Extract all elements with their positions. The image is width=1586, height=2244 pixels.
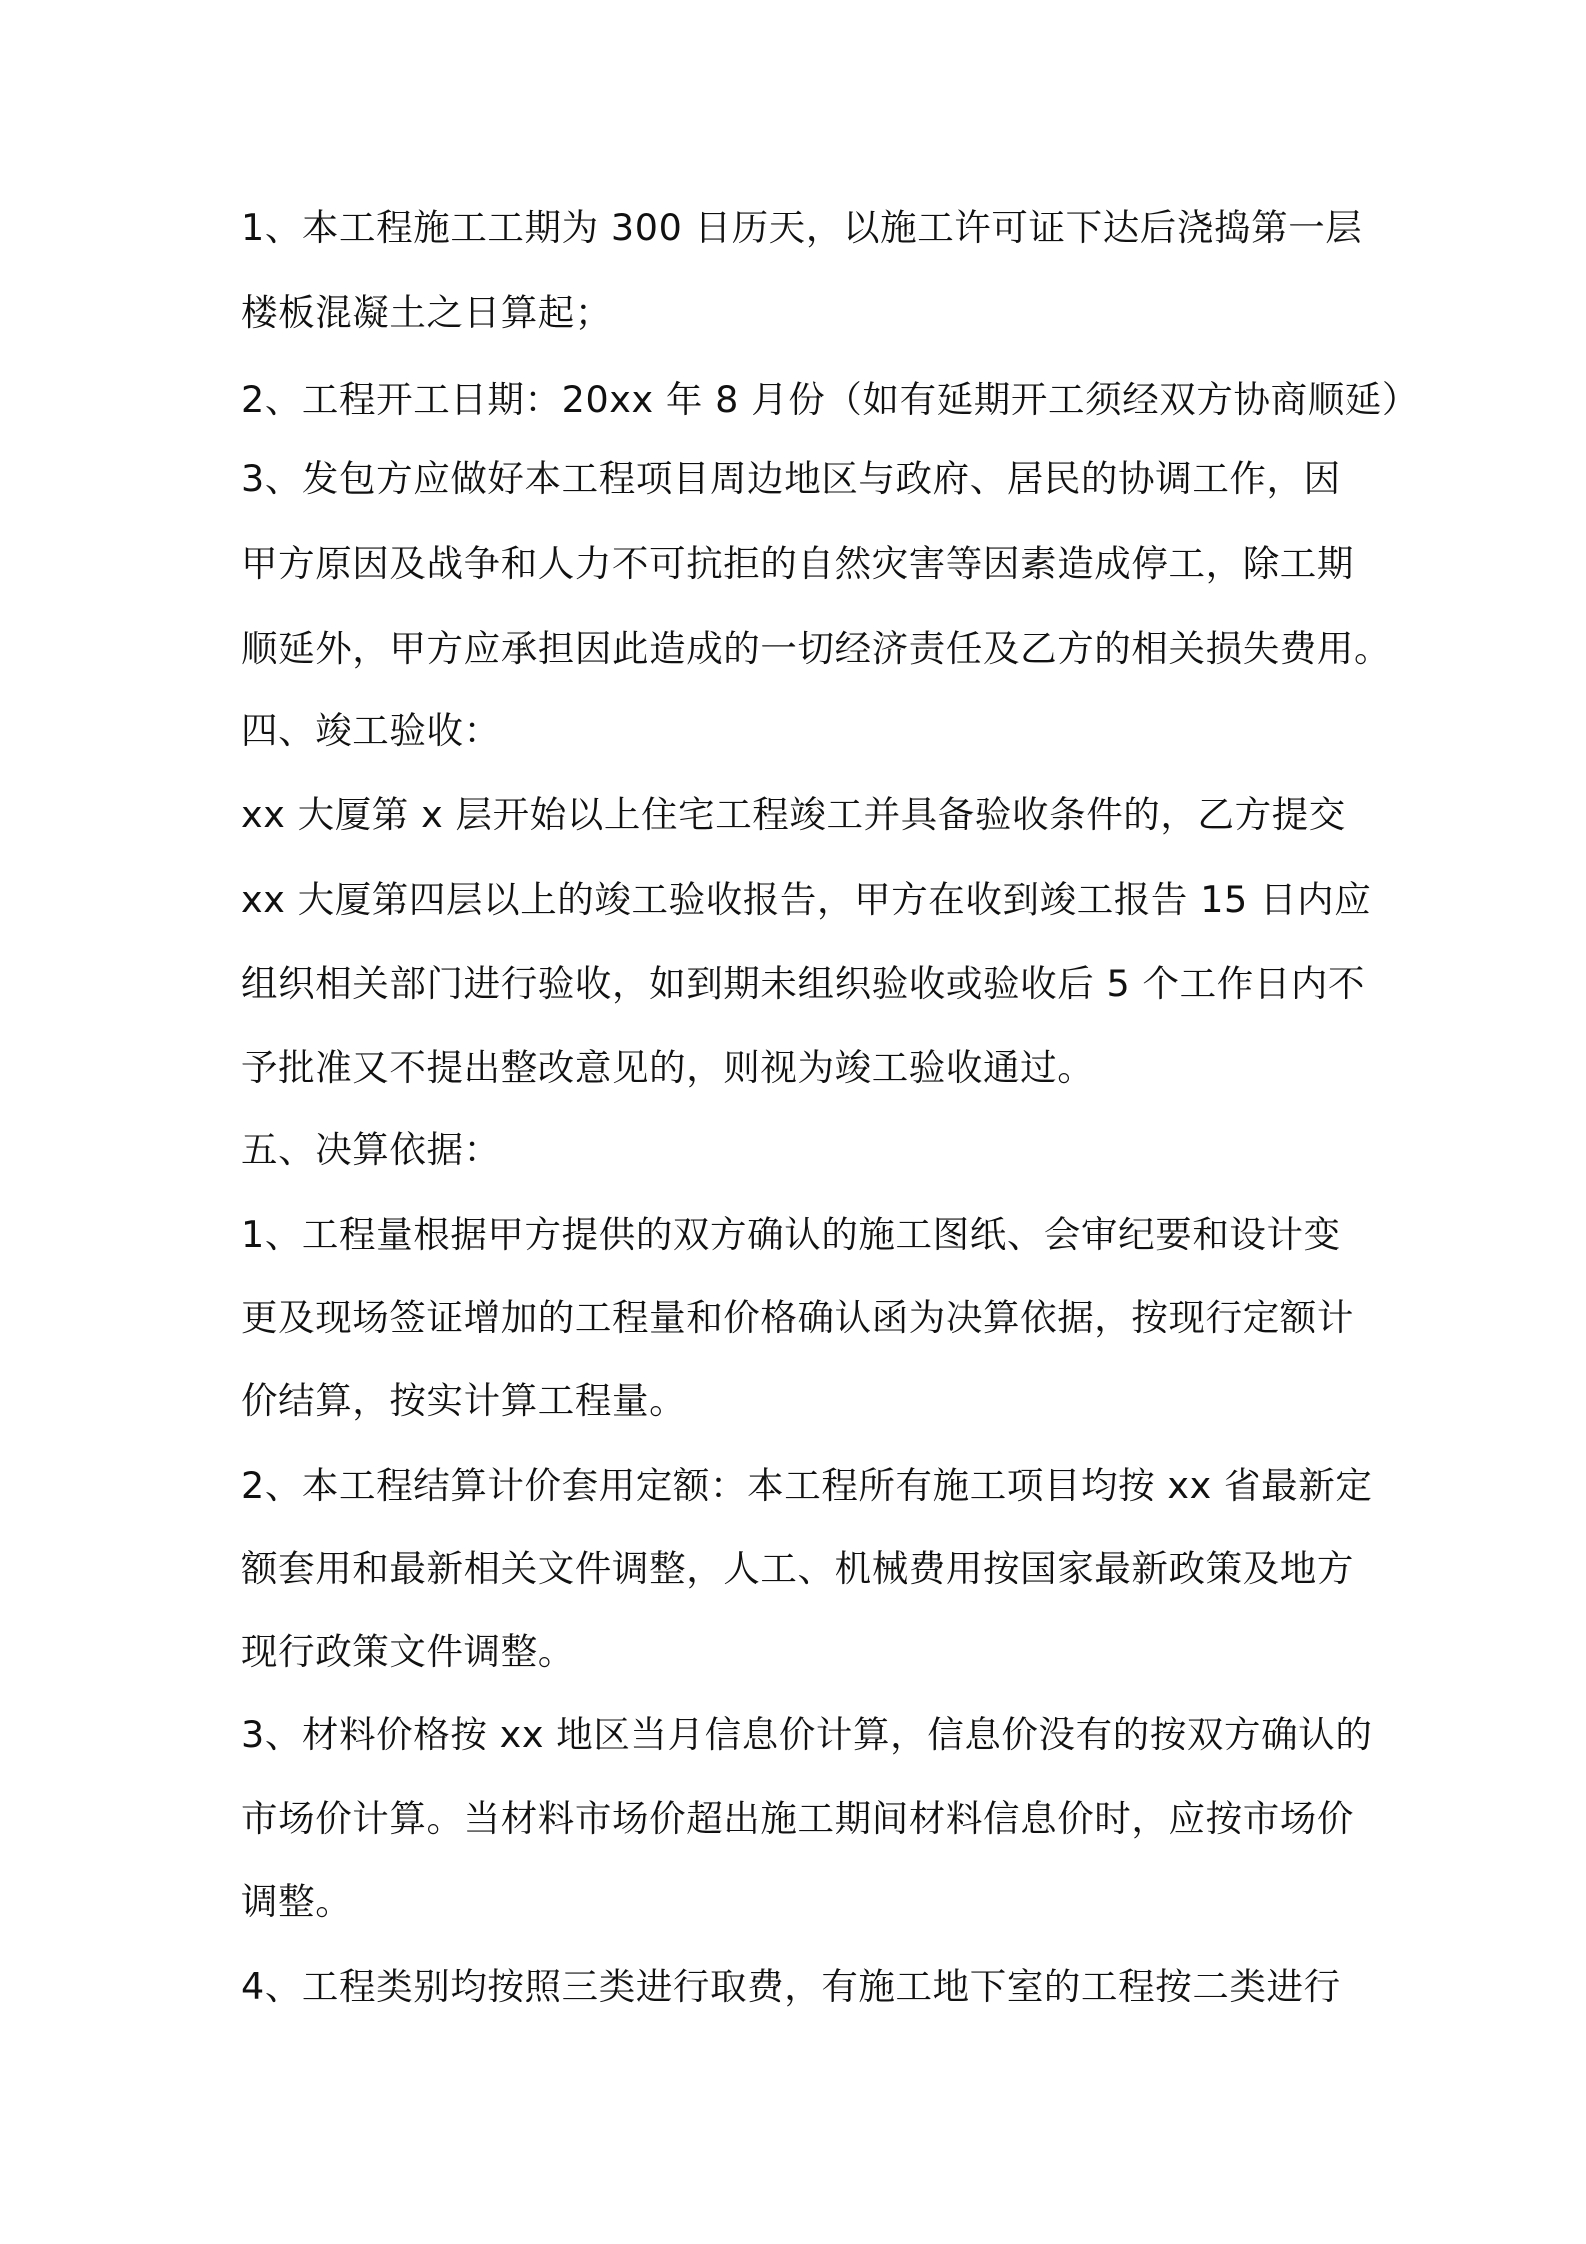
text-line: 楼板混凝土之日算起；: [241, 291, 612, 334]
text-line: 市场价计算。当材料市场价超出施工期间材料信息价时，应按市场价: [241, 1797, 1354, 1840]
text-line: 3、发包方应做好本工程项目周边地区与政府、居民的协调工作，因: [241, 457, 1341, 500]
section-heading: 四、竣工验收：: [241, 709, 501, 752]
text-line: xx 大厦第四层以上的竣工验收报告，甲方在收到竣工报告 15 日内应: [241, 878, 1372, 921]
text-line: 1、工程量根据甲方提供的双方确认的施工图纸、会审纪要和设计变: [241, 1213, 1341, 1256]
text-line: 额套用和最新相关文件调整，人工、机械费用按国家最新政策及地方: [241, 1547, 1354, 1590]
section-heading: 五、决算依据：: [241, 1128, 501, 1171]
text-line: 2、工程开工日期：20xx 年 8 月份（如有延期开工须经双方协商顺延）: [241, 378, 1419, 421]
text-line: 价结算，按实计算工程量。: [241, 1379, 687, 1422]
text-line: 甲方原因及战争和人力不可抗拒的自然灾害等因素造成停工，除工期: [241, 542, 1354, 585]
text-line: xx 大厦第 x 层开始以上住宅工程竣工并具备验收条件的，乙方提交: [241, 793, 1346, 836]
text-line: 2、本工程结算计价套用定额：本工程所有施工项目均按 xx 省最新定: [241, 1464, 1373, 1507]
text-line: 1、本工程施工工期为 300 日历天，以施工许可证下达后浇捣第一层: [241, 206, 1363, 249]
text-line: 组织相关部门进行验收，如到期未组织验收或验收后 5 个工作日内不: [241, 962, 1366, 1005]
text-line: 调整。: [241, 1880, 353, 1923]
text-line: 顺延外，甲方应承担因此造成的一切经济责任及乙方的相关损失费用。: [241, 627, 1392, 670]
text-line: 现行政策文件调整。: [241, 1630, 575, 1673]
text-line: 3、材料价格按 xx 地区当月信息价计算，信息价没有的按双方确认的: [241, 1713, 1373, 1756]
text-line: 更及现场签证增加的工程量和价格确认函为决算依据，按现行定额计: [241, 1296, 1354, 1339]
text-line: 4、工程类别均按照三类进行取费，有施工地下室的工程按二类进行: [241, 1965, 1341, 2008]
text-line: 予批准又不提出整改意见的，则视为竣工验收通过。: [241, 1046, 1095, 1089]
